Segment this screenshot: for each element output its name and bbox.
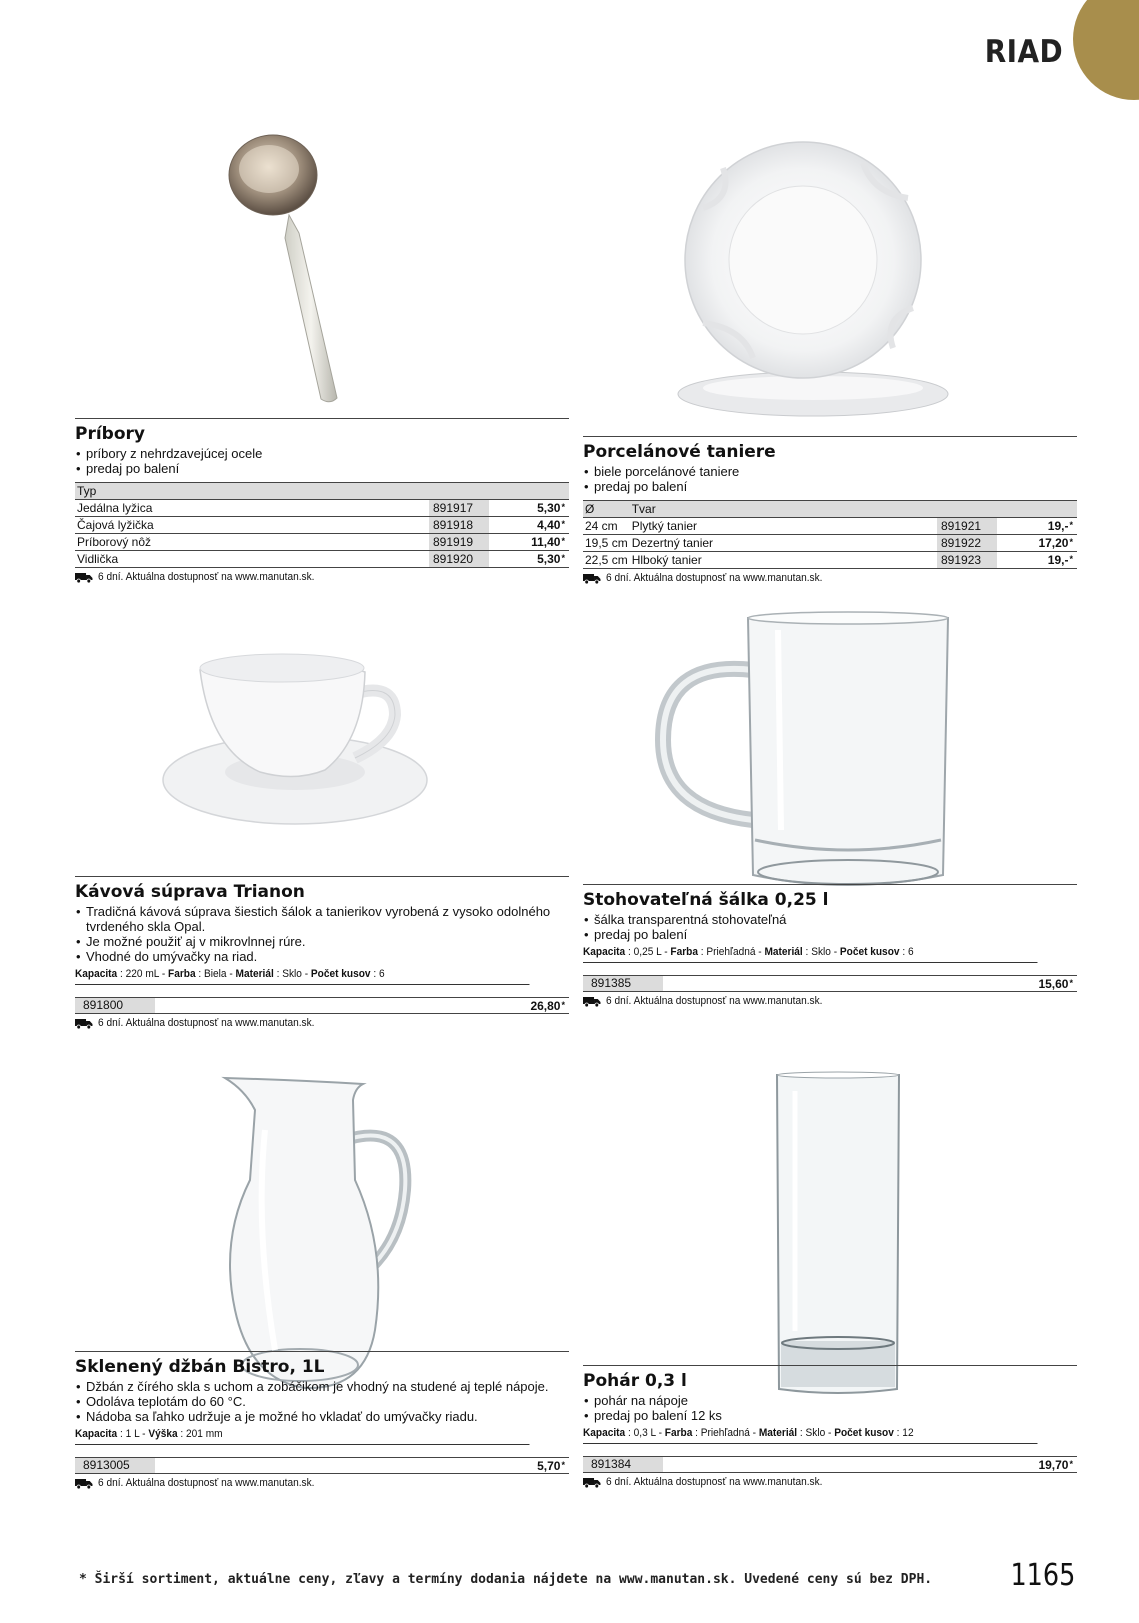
table-row: [583, 535, 1077, 552]
cell-code: 891923: [937, 552, 997, 569]
bullet: • príbory z nehrdzavejúcej ocele: [75, 446, 569, 461]
delivery-info: [583, 1476, 1037, 1488]
product-title: Stohovateľná šálka 0,25 l: [583, 890, 829, 910]
truck-icon: [75, 572, 93, 583]
product-code: 8913005: [75, 1458, 155, 1473]
cell-shape: Plytký tanier: [630, 518, 937, 535]
price-row: [75, 1457, 569, 1474]
product-code: 891385: [583, 976, 663, 991]
table-row: [75, 517, 569, 534]
product-price: 5,70*: [537, 1459, 565, 1473]
price-table: [75, 482, 569, 568]
section-title: RIAD: [984, 34, 1063, 70]
spoon-image: [225, 133, 345, 413]
truck-icon: [75, 1018, 93, 1029]
bullet: • šálka transparentná stohovateľná: [583, 912, 1077, 927]
plates-image: [663, 138, 963, 428]
column-header-type: Typ: [75, 483, 569, 500]
spec-line: Kapacita : 0,3 L - Farba : Priehľadná - Materiál : Sklo - Počet kusov : 12: [583, 1426, 1037, 1444]
truck-icon: [583, 573, 601, 584]
bullet: • predaj po balení 12 ks: [583, 1408, 1077, 1423]
cell-diameter: 22,5 cm: [585, 553, 628, 567]
cell-code: 891921: [937, 518, 997, 535]
bullet: • Vhodné do umývačky na riad.: [75, 949, 569, 964]
bullet: • biele porcelánové taniere: [583, 464, 1077, 479]
price-row: [583, 1456, 1077, 1473]
cell-price: 19,-*: [997, 518, 1077, 535]
product-price: 15,60*: [1038, 977, 1073, 991]
product-price: 19,70*: [1038, 1458, 1073, 1472]
spec-line: Kapacita : 0,25 L - Farba : Priehľadná - Materiál : Sklo - Počet kusov : 6: [583, 945, 1037, 963]
price-table: [583, 500, 1077, 569]
delivery-info: [583, 572, 1037, 584]
bullet: • predaj po balení: [583, 479, 1077, 494]
bullet: • pohár na nápoje: [583, 1393, 1077, 1408]
product-title: Pohár 0,3 l: [583, 1371, 687, 1391]
cell-code: 891922: [937, 535, 997, 552]
truck-icon: [583, 996, 601, 1007]
product-title: Príbory: [75, 424, 145, 444]
delivery-info: [583, 995, 1037, 1007]
cell-diameter: 24 cm: [583, 518, 630, 535]
bullet: • Džbán z čírého skla s uchom a zobáčikom je vhodný na studené aj teplé nápoje.: [75, 1379, 569, 1394]
cell-price: 5,30*: [489, 551, 569, 568]
cell-type: Príborový nôž: [75, 534, 429, 551]
delivery-info: [75, 571, 529, 583]
table-row: [583, 518, 1077, 535]
truck-icon: [583, 1477, 601, 1488]
product-code: 891384: [583, 1457, 663, 1472]
product-code: 891800: [75, 998, 155, 1013]
table-row: [75, 534, 569, 551]
product-title: Kávová súprava Trianon: [75, 882, 305, 902]
table-row: [583, 552, 1077, 569]
cell-price: 5,30*: [489, 500, 569, 517]
cell-price: 17,20*: [997, 535, 1077, 552]
bullet: • Odoláva teplotám do 60 °C.: [75, 1394, 569, 1409]
column-header-diameter: Ø: [583, 501, 630, 518]
price-row: [75, 997, 569, 1014]
cell-type: Čajová lyžička: [75, 517, 429, 534]
cell-type: Jedálna lyžica: [75, 500, 429, 517]
table-header: [583, 501, 1077, 518]
cell-diameter: 19,5 cm: [585, 536, 628, 550]
cell-price: 4,40*: [489, 517, 569, 534]
price-row: [583, 975, 1077, 992]
corner-tab-circle: [1073, 0, 1139, 100]
cell-price: 19,-*: [997, 552, 1077, 569]
product-title: Porcelánové taniere: [583, 442, 776, 462]
cell-shape: Dezertný tanier: [630, 535, 937, 552]
delivery-text: 6 dní. Aktuálna dostupnosť na www.manutan.sk.: [606, 995, 823, 1007]
spec-line: Kapacita : 1 L - Výška : 201 mm: [75, 1427, 529, 1445]
bullet: • Je možné použiť aj v mikrovlnnej rúre.: [75, 934, 569, 949]
footer-note: * Širší sortiment, aktuálne ceny, zľavy a termíny dodania nájdete na www.manutan.sk. Uvedené ceny sú bez DPH.: [79, 1572, 933, 1587]
delivery-text: 6 dní. Aktuálna dostupnosť na www.manutan.sk.: [606, 572, 823, 584]
glass-mug-image: [643, 610, 973, 900]
product-title: Sklenený džbán Bistro, 1L: [75, 1357, 325, 1377]
delivery-text: 6 dní. Aktuálna dostupnosť na www.manutan.sk.: [98, 571, 315, 583]
table-row: [75, 551, 569, 568]
page-number: 1165: [1010, 1558, 1075, 1593]
truck-icon: [75, 1478, 93, 1489]
bullet: • Tradičná kávová súprava šiestich šálok a tanierikov vyrobená z vysoko odolného tvrdeného skla Opal.: [75, 904, 569, 934]
table-row: [75, 500, 569, 517]
delivery-info: [75, 1017, 529, 1029]
cell-code: 891917: [429, 500, 489, 517]
column-header-shape: Tvar: [630, 501, 1077, 518]
tall-glass-image: [773, 1071, 903, 1401]
cell-price: 11,40*: [489, 534, 569, 551]
bullet: • predaj po balení: [583, 927, 1077, 942]
delivery-text: 6 dní. Aktuálna dostupnosť na www.manutan.sk.: [98, 1477, 315, 1489]
delivery-text: 6 dní. Aktuálna dostupnosť na www.manutan.sk.: [98, 1017, 315, 1029]
bullet: • Nádoba sa ľahko udržuje a je možné ho vkladať do umývačky riadu.: [75, 1409, 569, 1424]
spec-line: Kapacita : 220 mL - Farba : Biela - Materiál : Sklo - Počet kusov : 6: [75, 967, 529, 985]
delivery-text: 6 dní. Aktuálna dostupnosť na www.manutan.sk.: [606, 1476, 823, 1488]
delivery-info: [75, 1477, 529, 1489]
product-price: 26,80*: [530, 999, 565, 1013]
cell-type: Vidlička: [75, 551, 429, 568]
cell-code: 891918: [429, 517, 489, 534]
bullet: • predaj po balení: [75, 461, 569, 476]
cell-code: 891920: [429, 551, 489, 568]
table-header: [75, 483, 569, 500]
cell-shape: Hlboký tanier: [630, 552, 937, 569]
cup-saucer-image: [155, 640, 435, 840]
cell-code: 891919: [429, 534, 489, 551]
